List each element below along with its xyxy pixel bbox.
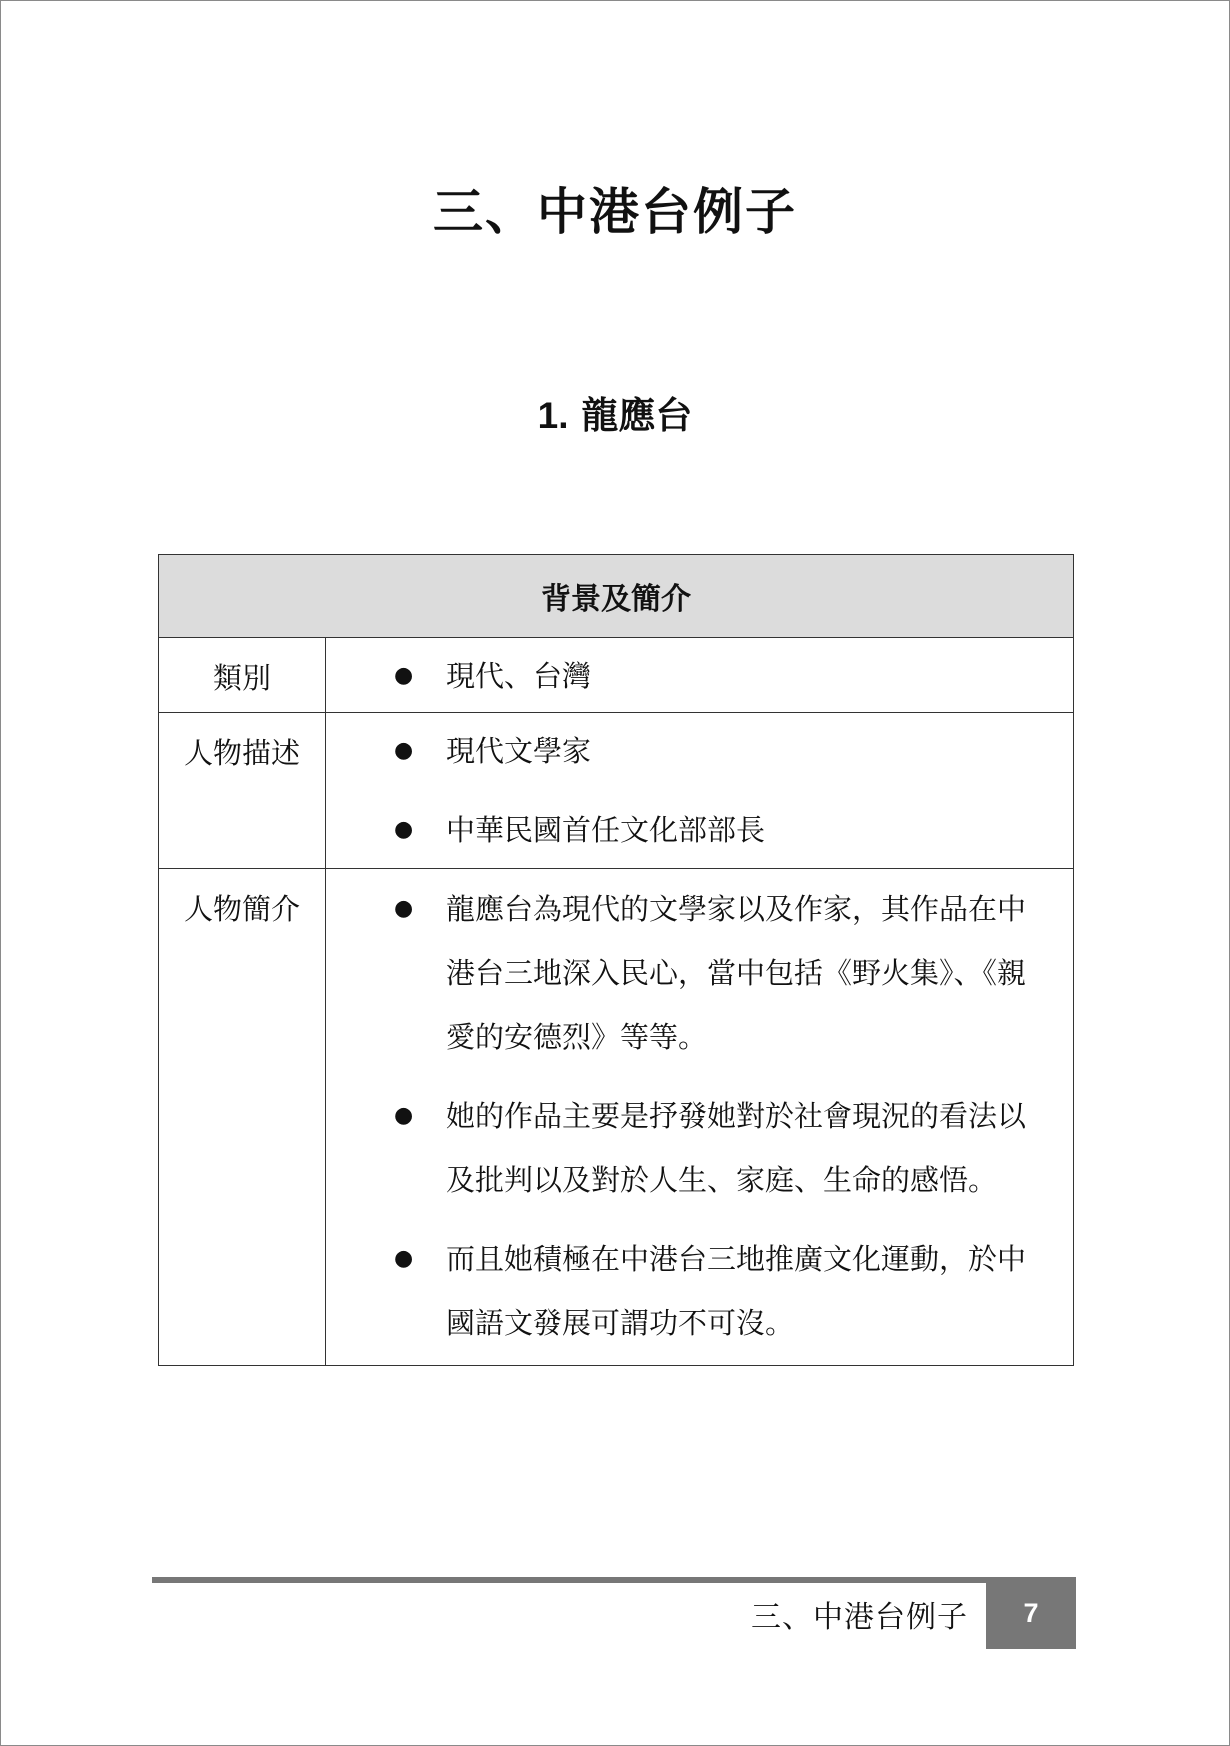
table-row <box>159 638 1074 713</box>
bullet-text: 而且她積極在中港台三地推廣文化運動，於中國語文發展可謂功不可沒。 <box>446 1242 1027 1340</box>
bullet-icon: ● <box>394 1246 414 1271</box>
list-item <box>326 719 1033 783</box>
bullet-icon: ● <box>394 663 414 688</box>
bullet-icon: ● <box>394 896 414 921</box>
table-row <box>159 713 1074 869</box>
row-content-description <box>326 713 1074 869</box>
row-label-biography: 人物簡介 <box>159 869 326 1366</box>
section-title <box>0 392 1230 439</box>
chapter-title: 三、中港台例子 <box>433 182 797 241</box>
list-item <box>326 798 1033 862</box>
section-name: 龍應台 <box>581 393 693 437</box>
row-label-category: 類別 <box>159 638 326 713</box>
bullet-icon: ● <box>394 738 414 763</box>
footer-divider <box>152 1577 1076 1583</box>
list-item <box>326 1227 1033 1355</box>
bullet-icon: ● <box>394 1103 414 1128</box>
background-table <box>158 554 1074 1366</box>
list-item <box>326 877 1033 1069</box>
bullet-icon: ● <box>394 817 414 842</box>
bullet-text: 她的作品主要是抒發她對於社會現況的看法以及批判以及對於人生、家庭、生命的感悟。 <box>446 1099 1027 1197</box>
row-content-category <box>326 638 1074 713</box>
bullet-text: 現代、台灣 <box>446 659 592 693</box>
list-item <box>326 1084 1033 1212</box>
table-row <box>159 869 1074 1366</box>
row-content-biography <box>326 869 1074 1366</box>
bullet-text: 中華民國首任文化部部長 <box>446 813 766 847</box>
page-number: 7 <box>986 1577 1076 1649</box>
bullet-text: 龍應台為現代的文學家以及作家，其作品在中港台三地深入民心，當中包括《野火集》、《親愛的安德烈》等等。 <box>446 892 1027 1054</box>
list-item <box>326 644 1033 708</box>
bullet-text: 現代文學家 <box>446 734 592 768</box>
section-number: 1. <box>537 395 569 436</box>
footer-chapter-label: 三、中港台例子 <box>751 1600 968 1635</box>
table-header: 背景及簡介 <box>159 555 1074 638</box>
row-label-description: 人物描述 <box>159 713 326 869</box>
